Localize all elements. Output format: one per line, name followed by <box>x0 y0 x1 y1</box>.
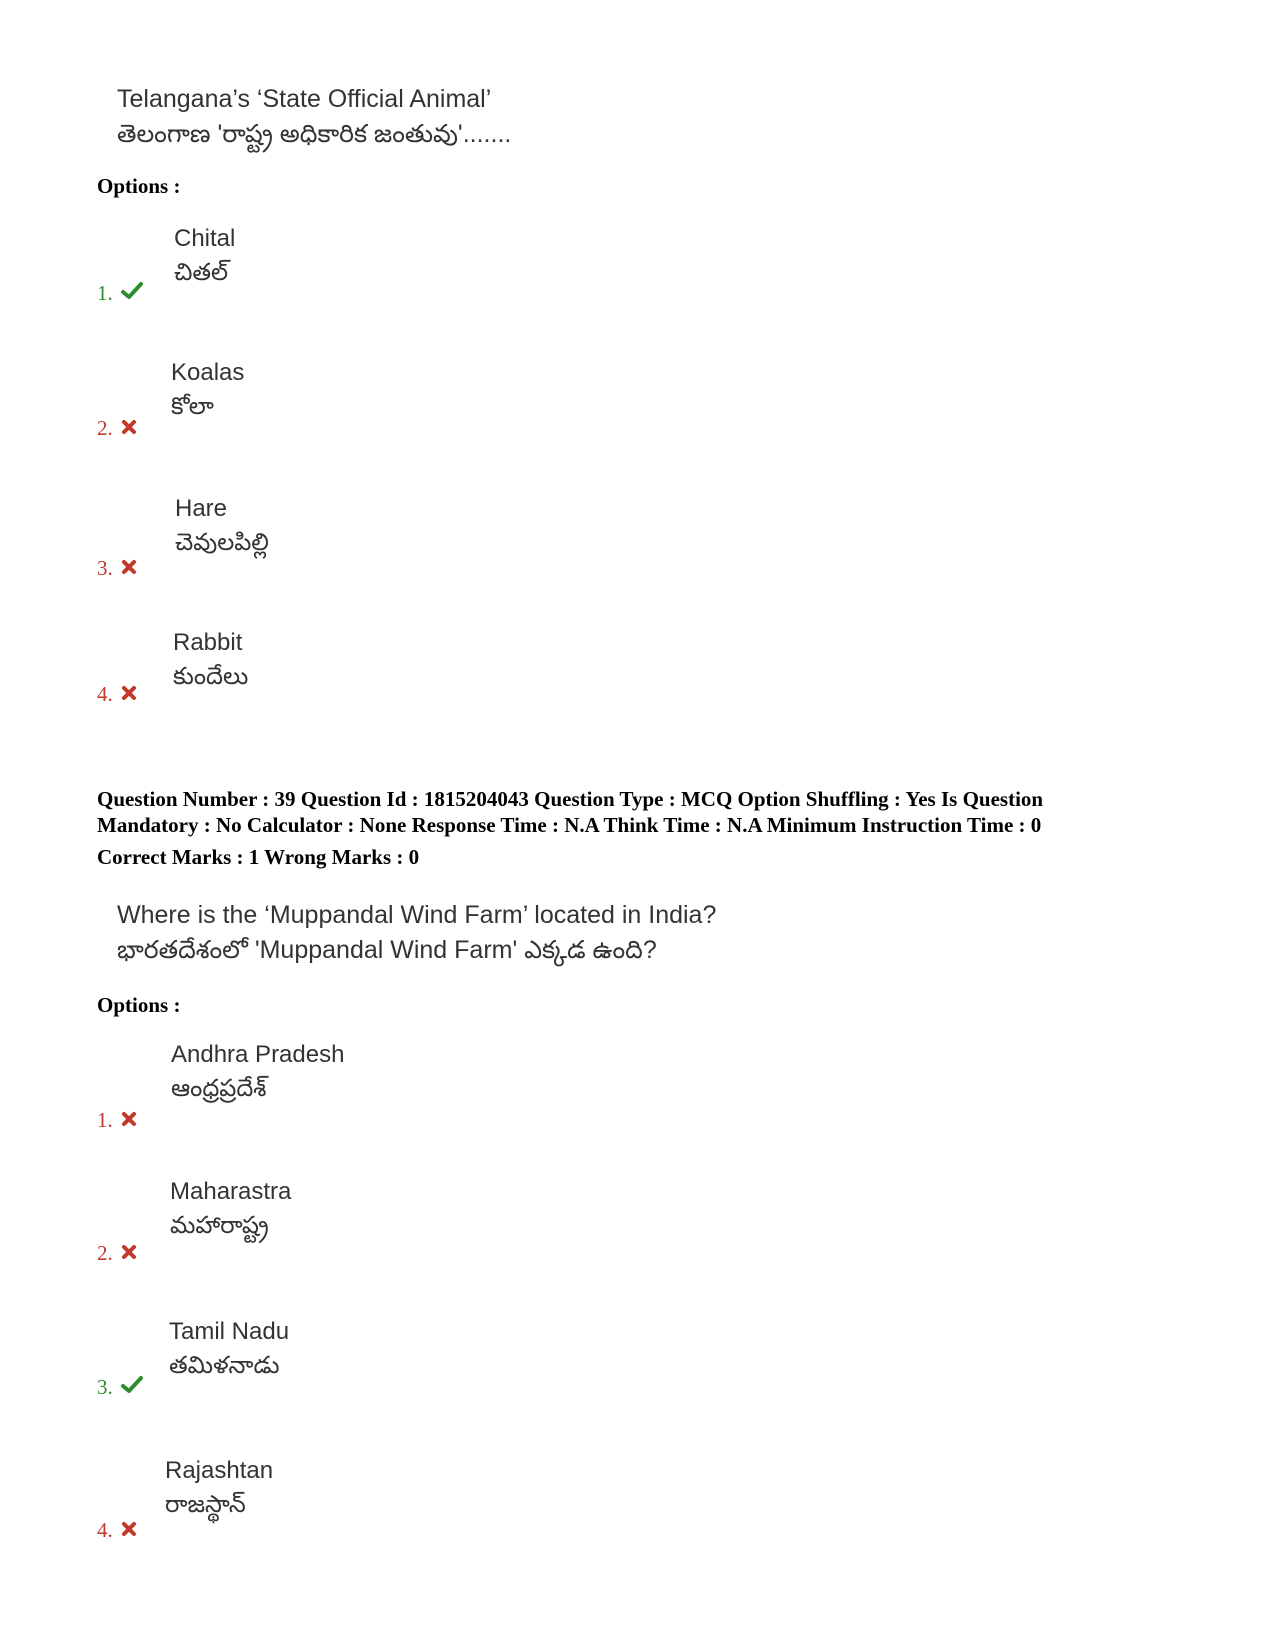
option-text-telugu: చితల్ <box>174 259 229 286</box>
cross-icon <box>121 1518 137 1543</box>
option-text-english: Koalas <box>171 359 245 386</box>
metadata-line: Mandatory : No Calculator : None Response Time : N.A Think Time : N.A Minimum Instruction Time : 0 <box>97 813 1042 837</box>
options-label: Options : <box>97 174 181 198</box>
option-text-english: Chital <box>174 225 236 252</box>
options-label: Options : <box>97 993 181 1017</box>
cross-icon <box>121 556 137 581</box>
option-1-number: 1. <box>97 281 143 306</box>
question-text-english: Where is the ‘Muppandal Wind Farm’ located in India? <box>117 901 717 929</box>
cross-icon <box>121 682 137 707</box>
option-4-text <box>173 626 248 694</box>
checkmark-icon <box>121 1375 143 1400</box>
question-text <box>117 82 511 152</box>
option-text-telugu: ఆంధ్రప్రదేశ్ <box>171 1075 267 1102</box>
cross-icon <box>121 1241 137 1266</box>
option-2-number: 2. <box>97 1241 137 1266</box>
question-text <box>117 898 716 968</box>
option-3-number: 3. <box>97 556 137 581</box>
cross-icon <box>121 416 137 441</box>
option-3-text <box>169 1315 289 1383</box>
option-text-telugu: తమిళనాడు <box>169 1352 280 1379</box>
option-text-telugu: రాజస్థాన్ <box>165 1491 246 1518</box>
metadata-line: Question Number : 39 Question Id : 1815204043 Question Type : MCQ Option Shuffling : Yes Is Question <box>97 787 1044 811</box>
option-4-number: 4. <box>97 1518 137 1543</box>
option-3-text <box>175 492 269 560</box>
option-4-text <box>165 1454 273 1522</box>
option-text-english: Andhra Pradesh <box>171 1041 345 1068</box>
option-1-number: 1. <box>97 1108 137 1133</box>
option-2-text <box>170 1175 291 1243</box>
option-text-english: Rajashtan <box>165 1457 274 1484</box>
question-text-english: Telangana’s ‘State Official Animal’ <box>117 85 492 113</box>
metadata-marks: Correct Marks : 1 Wrong Marks : 0 <box>97 845 420 869</box>
option-1-text <box>171 1038 344 1106</box>
option-text-english: Hare <box>175 495 228 522</box>
option-2-number: 2. <box>97 416 137 441</box>
option-2-text <box>171 356 244 424</box>
option-text-telugu: మహారాష్ట్ర <box>170 1212 269 1239</box>
option-4-number: 4. <box>97 682 137 707</box>
question-text-telugu: భారతదేశంలో 'Muppandal Wind Farm' ఎక్కడ ఉంది? <box>117 936 657 964</box>
option-3-number: 3. <box>97 1375 143 1400</box>
question-text-telugu: తెలంగాణ 'రాష్ట్ర అధికారిక జంతువు'....... <box>117 120 512 148</box>
question-metadata <box>97 786 1187 870</box>
option-text-telugu: కోలా <box>171 393 214 420</box>
option-text-telugu: చెవులపిల్లి <box>175 529 269 556</box>
cross-icon <box>121 1108 137 1133</box>
option-1-text <box>174 222 235 290</box>
option-text-english: Rabbit <box>173 629 243 656</box>
checkmark-icon <box>121 281 143 306</box>
option-text-english: Maharastra <box>170 1178 292 1205</box>
option-text-english: Tamil Nadu <box>169 1318 290 1345</box>
option-text-telugu: కుందేలు <box>173 663 249 690</box>
